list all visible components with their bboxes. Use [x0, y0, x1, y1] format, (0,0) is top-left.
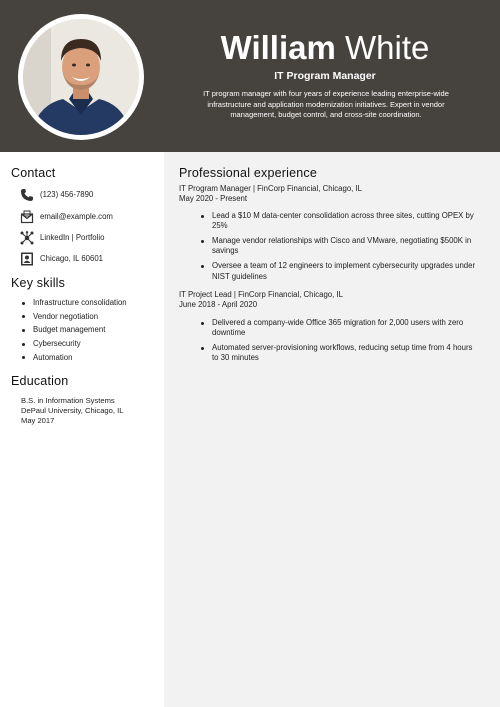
- job-2-bullets: [199, 318, 481, 368]
- education-entry: [21, 396, 123, 425]
- email-text: email@example.com: [40, 212, 113, 221]
- list-item: Infrastructure consolidation: [20, 296, 127, 310]
- list-item: Delivered a company-wide Office 365 migration for 2,000 users with zero downtime: [199, 318, 481, 339]
- profile-photo: [23, 19, 139, 135]
- job-title: IT Program Manager: [274, 70, 376, 82]
- links-text[interactable]: LinkedIn | Portfolio: [40, 233, 105, 242]
- email-icon: [20, 210, 34, 224]
- education-heading: Education: [11, 374, 69, 388]
- list-item: Oversee a team of 12 engineers to implement cybersecurity upgrades under NIST guidelines: [199, 261, 481, 282]
- list-item: Vendor negotiation: [20, 310, 127, 324]
- job-dates: May 2020 - Present: [179, 193, 248, 203]
- list-item: Manage vendor relationships with Cisco and VMware, negotiating $500K in savings: [199, 236, 481, 257]
- list-item: Lead a $10 M data-center consolidation across three sites, cutting OPEX by 25%: [199, 211, 481, 232]
- education-school: DePaul University, Chicago, IL: [21, 405, 124, 415]
- contact-email: [20, 210, 160, 228]
- contact-heading: Contact: [11, 166, 56, 180]
- phone-text: (123) 456-7890: [40, 190, 94, 199]
- list-item: Automation: [20, 351, 127, 365]
- location-badge-icon: [20, 252, 34, 266]
- list-item: Cybersecurity: [20, 337, 127, 351]
- list-item: Automated server-provisioning workflows, reducing setup time from 4 hours to 30 minutes: [199, 343, 481, 364]
- job-entry-2: [179, 290, 343, 310]
- education-date: May 2017: [21, 415, 55, 425]
- first-name: William: [220, 29, 336, 66]
- job-role: IT Project Lead | FinCorp Financial, Chicago, IL: [179, 290, 343, 299]
- candidate-name: [150, 28, 500, 68]
- last-name: White: [345, 29, 430, 66]
- job-dates: June 2018 - April 2020: [179, 299, 258, 309]
- profile-summary: IT program manager with four years of experience leading enterprise-wide infrastructure and application modernization initiatives. Expert in vendor management, budget control, and cross-site coordination.: [203, 89, 449, 120]
- skills-list: [20, 296, 127, 365]
- job-role: IT Program Manager | FinCorp Financial, Chicago, IL: [179, 184, 363, 193]
- skills-heading: Key skills: [11, 276, 66, 290]
- job-entry-1: [179, 184, 362, 204]
- phone-icon: [20, 188, 34, 202]
- experience-heading: Professional experience: [179, 166, 318, 180]
- education-degree: B.S. in Information Systems: [21, 396, 115, 405]
- list-item: Budget management: [20, 323, 127, 337]
- job-1-bullets: [199, 211, 481, 287]
- location-text: Chicago, IL 60601: [40, 254, 103, 263]
- contact-phone: [20, 188, 160, 206]
- contact-links: [20, 231, 160, 249]
- contact-location: [20, 252, 160, 270]
- network-icon: [20, 231, 34, 245]
